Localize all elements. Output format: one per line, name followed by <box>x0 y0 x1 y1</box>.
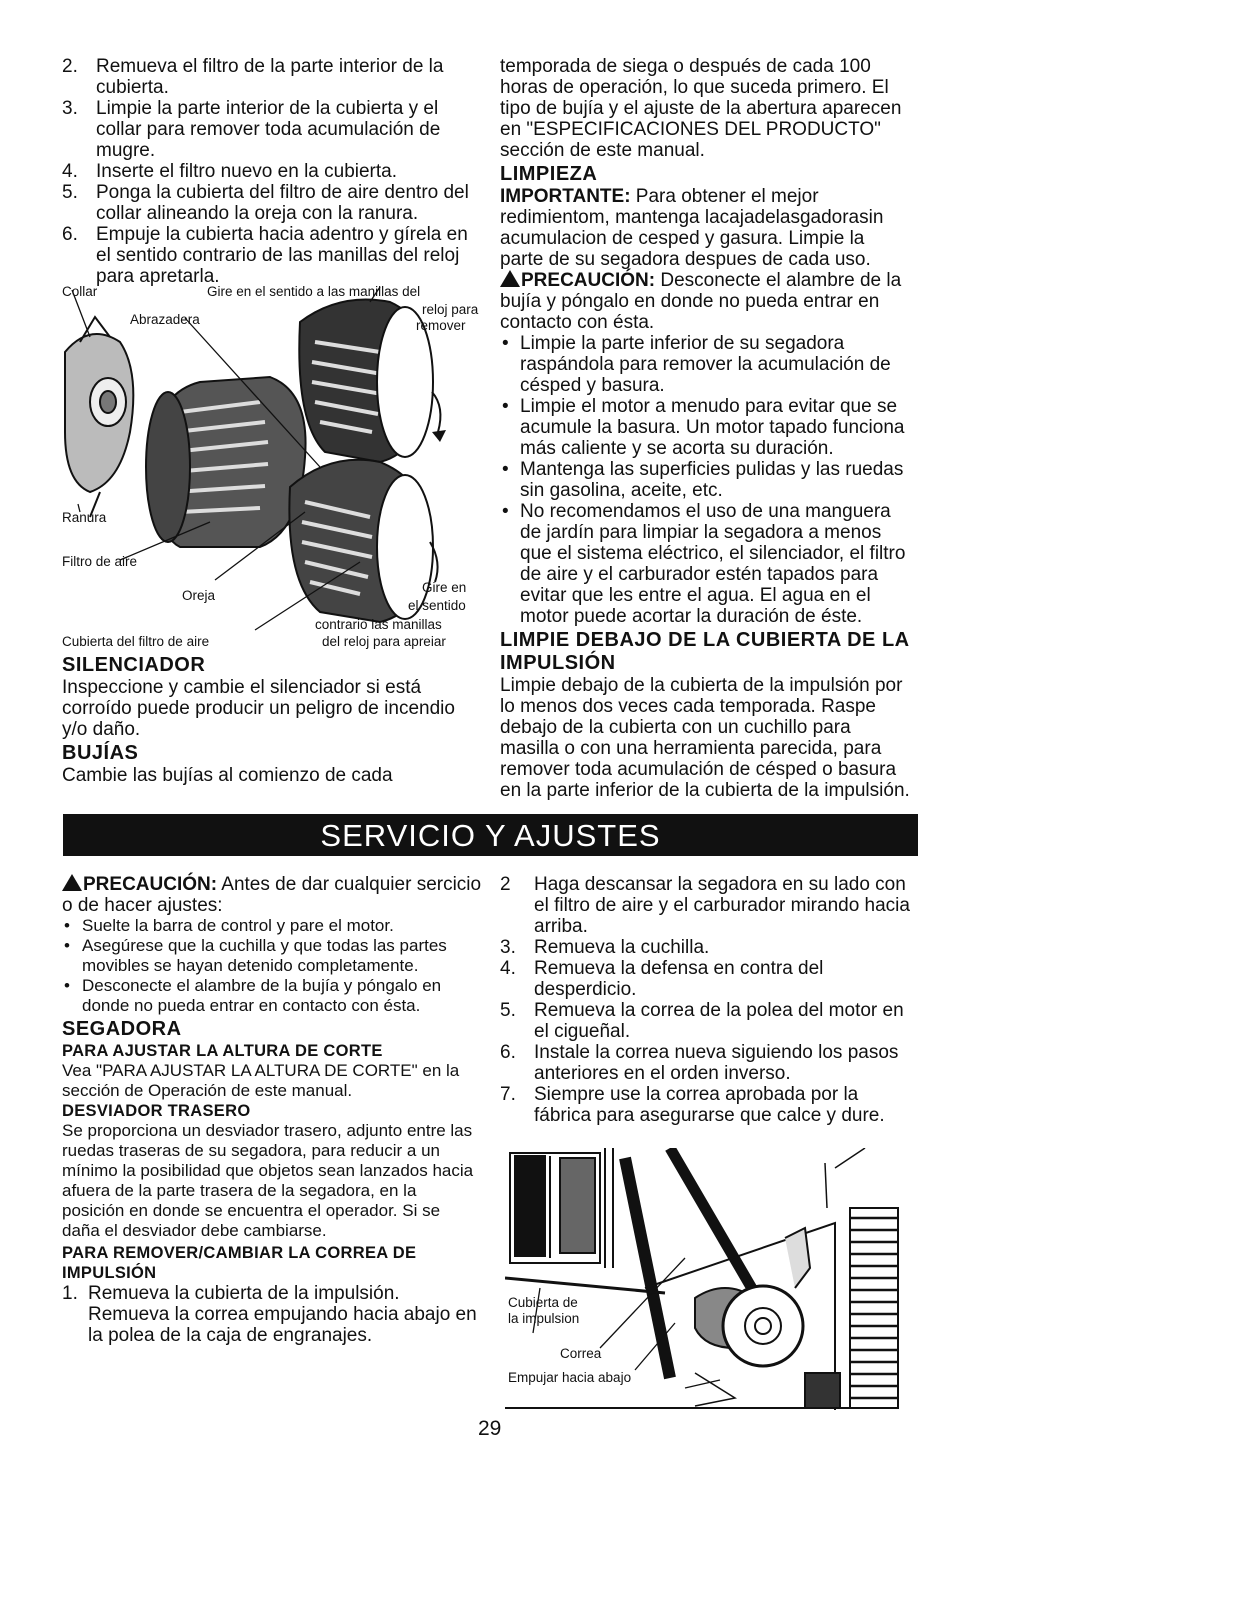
bottom-right-column <box>500 874 912 1126</box>
list-item: 5. Ponga la cubierta del filtro de aire dentro del collar alineando la oreja con la ranura. <box>62 182 469 224</box>
section-banner: SERVICIO Y AJUSTES <box>63 814 918 856</box>
altura-text: Vea "PARA AJUSTAR LA ALTURA DE CORTE" en la sección de Operación de este manual. <box>62 1061 460 1100</box>
list-item: 6. Empuje la cubierta hacia adentro y gírela en el sentido contrario de las manillas del reloj para apretarla. <box>62 224 468 287</box>
label-reloj-para: reloj para <box>422 302 479 317</box>
precaucion-service-paragraph: PRECAUCIÓN: Antes de dar cualquier sercicio o de hacer ajustes: <box>62 874 482 916</box>
altura-heading: PARA AJUSTAR LA ALTURA DE CORTE <box>62 1042 383 1060</box>
list-item: • No recomendamos el uso de una manguera de jardín para limpiar la segadora a menos que el sistema eléctrico, el silenciador, el filtro de aire y el carburador estén tapados para evitar que les entre el agua. El agua en el motor puede acortar la duración de éste. <box>500 501 912 627</box>
segadora-heading: SEGADORA <box>62 1018 182 1040</box>
label-remover: remover <box>416 318 466 333</box>
label-gire-apretar: Gire en el sentido a las manillas del <box>207 284 421 299</box>
list-item: 1. Remueva la cubierta de la impulsión. Remueva la correa empujando hacia abajo en la polea de la caja de engranajes. <box>62 1283 477 1346</box>
top-right-column <box>500 56 912 801</box>
limpie-debajo-text: Limpie debajo de la cubierta de la impulsión por lo menos dos veces cada temporada. Raspe debajo de la cubierta con un cuchillo para masilla o con una herramienta parecida, para remover toda acumulación de césped o basura en la parte inferior de la cubierta de la impulsión. <box>500 675 910 801</box>
precaucion-paragraph: PRECAUCIÓN: Desconecte el alambre de la bujía y póngalo en donde no pueda entrar en contacto con ésta. <box>500 270 902 333</box>
label-correa: Correa <box>560 1346 602 1361</box>
desviador-text: Se proporciona un desviador trasero, adjunto entre las ruedas traseras de su segadora, para reducir a un mínimo la posibilidad que objetos sean lanzados hacia afuera de la parte trasera de la segadora, en la posición en donde se encuentra el operador. Si se daña el desviador debe cambiarse. <box>62 1121 474 1240</box>
list-item: 6. Instale la correa nueva siguiendo los pasos anteriores en el orden inverso. <box>500 1042 899 1084</box>
correa-heading: PARA REMOVER/CAMBIAR LA CORREA DE IMPULSIÓN <box>62 1244 417 1282</box>
list-item: 7. Siempre use la correa aprobada por la fábrica para asegurarse que calce y dure. <box>500 1084 885 1126</box>
list-item: • Suelte la barra de control y pare el motor. <box>62 916 482 936</box>
caution-warning-icon <box>62 874 82 891</box>
list-item: 2. Remueva el filtro de la parte interior de la cubierta. <box>62 56 444 98</box>
bottom-left-column <box>62 874 482 1346</box>
label-ranura: Ranura <box>62 510 107 525</box>
list-item: • Asegúrese que la cuchilla y que todas las partes movibles se hayan detenido completamente. <box>62 936 482 976</box>
drive-belt-figure <box>505 1148 905 1410</box>
desviador-heading: DESVIADOR TRASERO <box>62 1102 251 1120</box>
label-oreja: Oreja <box>182 588 216 603</box>
label-filtro: Filtro de aire <box>62 554 138 569</box>
label-abrazadera: Abrazadera <box>130 312 200 327</box>
limpie-debajo-heading: LIMPIE DEBAJO DE LA CUBIERTA DE LA IMPULSIÓN <box>500 629 909 674</box>
label-la-impulsion: la impulsion <box>508 1311 580 1326</box>
list-item: 4. Remueva la defensa en contra del desperdicio. <box>500 958 824 1000</box>
label-cubierta-de: Cubierta de <box>508 1295 578 1310</box>
precaucion-label: PRECAUCIÓN: <box>521 270 656 291</box>
label-reloj-apreiar: del reloj para apreiar <box>322 634 446 649</box>
label-contrario: contrario las manillas <box>315 617 442 632</box>
caution-warning-icon <box>500 270 520 287</box>
list-item: 3. Limpie la parte interior de la cubierta y el collar para remover toda acumulación de mugre. <box>62 98 441 161</box>
list-item: 2 Haga descansar la segadora en su lado con el filtro de aire y el carburador mirando hacia arriba. <box>500 874 910 937</box>
limpieza-heading: LIMPIEZA <box>500 163 598 185</box>
correa-steps-right <box>500 874 912 1126</box>
precaucion-label: PRECAUCIÓN: <box>83 874 218 895</box>
muffler-section <box>62 654 482 786</box>
page-number: 29 <box>478 1417 502 1440</box>
bujias-continued-text: temporada de siega o después de cada 100 horas de operación, lo que suceda primero. El tipo de bujía y el ajuste de la abertura aparecen en "ESPECIFICACIONES DEL PRODUCTO" sección de este manual. <box>500 56 902 161</box>
label-gire-en: Gire en <box>422 580 467 595</box>
label-el-sentido: el sentido <box>408 598 466 613</box>
list-item: 5. Remueva la correa de la polea del motor en el cigueñal. <box>500 1000 904 1042</box>
correa-steps-left <box>62 1283 482 1346</box>
list-item: 3. Remueva la cuchilla. <box>500 937 710 958</box>
importante-paragraph: IMPORTANTE: Para obtener el mejor redimientom, mantenga lacajadelasgadorasin acumulacion de cesped y gasura. Limpie la parte de su segadora despues de cada uso. <box>500 186 884 270</box>
label-collar: Collar <box>62 284 98 299</box>
bujias-text: Cambie las bujías al comienzo de cada <box>62 765 393 786</box>
limpieza-bullets <box>500 333 912 627</box>
bujias-heading: BUJÍAS <box>62 742 139 764</box>
silenciador-heading: SILENCIADOR <box>62 654 206 676</box>
service-caution-bullets <box>62 916 482 1016</box>
air-filter-steps <box>62 56 482 287</box>
list-item: 4. Inserte el filtro nuevo en la cubierta. <box>62 161 398 182</box>
label-empujar: Empujar hacia abajo <box>508 1370 632 1385</box>
label-cubierta-filtro: Cubierta del filtro de aire <box>62 634 210 649</box>
top-left-column <box>62 56 482 287</box>
silenciador-text: Inspeccione y cambie el silenciador si está corroído puede producir un peligro de incendio y/o daño. <box>62 677 455 740</box>
air-filter-illustration <box>60 282 480 642</box>
list-item: • Desconecte el alambre de la bujía y póngalo en donde no pueda entrar en contacto con ésta. <box>62 976 482 1016</box>
list-item: • Limpie la parte inferior de su segadora raspándola para remover la acumulación de césped y basura. <box>500 333 912 396</box>
air-filter-figure <box>60 282 480 649</box>
list-item: • Limpie el motor a menudo para evitar que se acumule la basura. Un motor tapado funciona más caliente y se acorta su duración. <box>500 396 912 459</box>
list-item: • Mantenga las superficies pulidas y las ruedas sin gasolina, aceite, etc. <box>500 459 912 501</box>
importante-label: IMPORTANTE: <box>500 186 631 207</box>
